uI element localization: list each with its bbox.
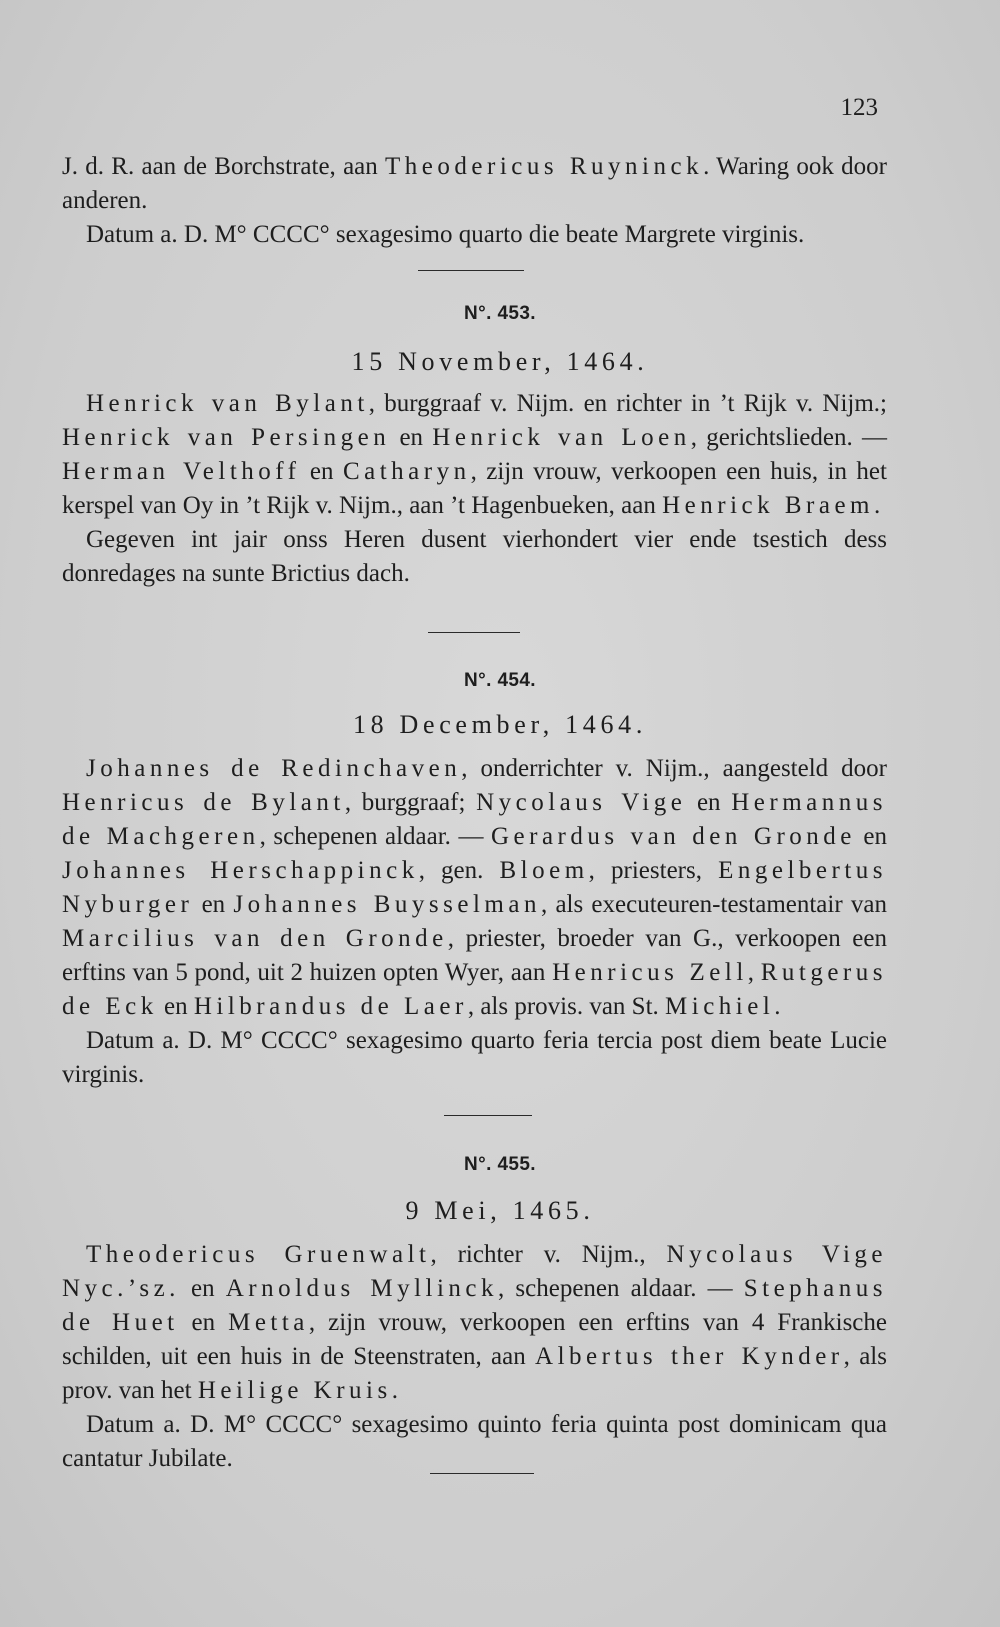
person-name: Johannes Herschappinck [62, 857, 419, 884]
person-name: Hermannus de Machgeren [62, 789, 887, 850]
person-name: Theodericus Ruyninck [385, 153, 704, 180]
person-name: Michiel [665, 993, 775, 1020]
person-name: Gerardus van den Gronde [490, 823, 856, 850]
person-name: Herman Velthoff [62, 458, 301, 485]
text-run: . [774, 993, 781, 1020]
text-run: en [193, 891, 234, 918]
person-name: Nycolaus Vige [476, 789, 687, 816]
text-run: , als provis. van St. [467, 993, 666, 1020]
text-run: , zijn vrouw, verkoopen een erftins van 4 Frankische schilden, uit een huis in de Steenstraten, aan [62, 1309, 887, 1370]
separator-rule [428, 632, 520, 633]
person-name: Henricus de Bylant [62, 789, 345, 816]
text-run: , burggraaf; [344, 789, 477, 816]
entry-454-body [62, 752, 887, 1092]
entry-paragraph [62, 387, 887, 523]
person-name: Henricus Zell [552, 959, 748, 986]
text-run: , priesters, [588, 857, 719, 884]
person-name: Henrick Braem [662, 492, 874, 519]
datum-line: Datum a. D. M° CCCC° sexagesimo quarto die beate Margrete virginis. [86, 221, 805, 248]
person-name: Henrick van Persingen [62, 424, 391, 451]
person-name: Hilbrandus de Laer [193, 993, 468, 1020]
person-name: Metta [228, 1309, 309, 1336]
text-run: en [157, 993, 194, 1020]
person-name: Engelbertus Nyburger [62, 857, 887, 918]
entry-number: N°. 454. [464, 670, 536, 691]
text-run: , gen. [418, 857, 500, 884]
separator-rule [430, 1473, 534, 1474]
person-name: Marcilius van den Gronde [62, 925, 448, 952]
text-run: , gerichtslieden. — [690, 424, 887, 451]
text-run: en [178, 1309, 229, 1336]
person-name: Henrick van Bylant [86, 390, 369, 417]
text-run: . [874, 492, 881, 519]
person-name: Rutgerus de Eck [62, 959, 887, 1020]
page-number: 123 [840, 94, 878, 121]
entry-number: N°. 453. [464, 303, 536, 324]
closing-line: Gegeven int jair onss Heren dusent vierhondert vier ende tsestich dess donredages na sunte Brictius dach. [62, 526, 887, 587]
text-run: , priester, broeder van G., verkoopen een erftins van 5 pond, uit 2 huizen opten Wyer, aan [62, 925, 887, 986]
text-run: en [855, 823, 887, 850]
person-name: Theodericus Gruenwalt [86, 1241, 431, 1268]
person-name: Johannes Buysselman [233, 891, 541, 918]
text-run: , burggraaf v. Nijm. en richter in ’t Rijk v. Nijm.; [368, 390, 887, 417]
person-name: Bloem [499, 857, 589, 884]
closing-line: Datum a. D. M° CCCC° sexagesimo quinto feria quinta post dominicam qua cantatur Jubilate. [62, 1411, 887, 1472]
continuation-paragraph [62, 150, 887, 218]
person-name: Arnoldus Myllinck [225, 1275, 499, 1302]
separator-rule [418, 270, 524, 271]
entry-455-body [62, 1238, 887, 1476]
text-run: , als prov. van het [62, 1343, 887, 1404]
text-run: en [179, 1275, 226, 1302]
text-run: J. d. R. aan de Borchstrate, aan [62, 153, 386, 180]
person-name: Johannes de Redinchaven [86, 755, 462, 782]
text-run: . Waring ook door anderen. [62, 153, 887, 214]
text-run: , schepenen aldaar. — [259, 823, 491, 850]
text-run: . [391, 1377, 398, 1404]
entry-paragraph [62, 1238, 887, 1408]
entry-date: 18 December, 1464. [352, 710, 648, 739]
person-name: Catharyn [342, 458, 471, 485]
previous-entry-continuation [62, 150, 887, 252]
text-run: , als executeuren-testamentair van [540, 891, 887, 918]
text-run: , richter v. Nijm., [430, 1241, 667, 1268]
text-run: en [390, 424, 433, 451]
person-name: Nycolaus Vige Nyc.’sz. [62, 1241, 887, 1302]
person-name: Albertus ther Kynder [535, 1343, 844, 1370]
entry-date: 9 Mei, 1465. [405, 1196, 595, 1225]
person-name: Henrick van Loen [432, 424, 691, 451]
entry-number: N°. 455. [464, 1154, 536, 1175]
text-run: , onderrichter v. Nijm., aangesteld door [461, 755, 887, 782]
entry-453-body [62, 387, 887, 591]
text-run: , [747, 959, 761, 986]
text-run: en [300, 458, 343, 485]
entry-date: 15 November, 1464. [351, 347, 649, 376]
text-run: , zijn vrouw, verkoopen een huis, in het kerspel van Oy in ’t Rijk v. Nijm., aan ’t Hagenbueken, aan [62, 458, 887, 519]
text-run: en [686, 789, 732, 816]
text-run: , schepenen aldaar. — [498, 1275, 744, 1302]
closing-line: Datum a. D. M° CCCC° sexagesimo quarto feria tercia post diem beate Lucie virginis. [62, 1027, 887, 1088]
entry-paragraph [62, 752, 887, 1024]
separator-rule [444, 1115, 532, 1116]
person-name: Heilige Kruis [197, 1377, 392, 1404]
person-name: Stephanus de Huet [62, 1275, 888, 1336]
